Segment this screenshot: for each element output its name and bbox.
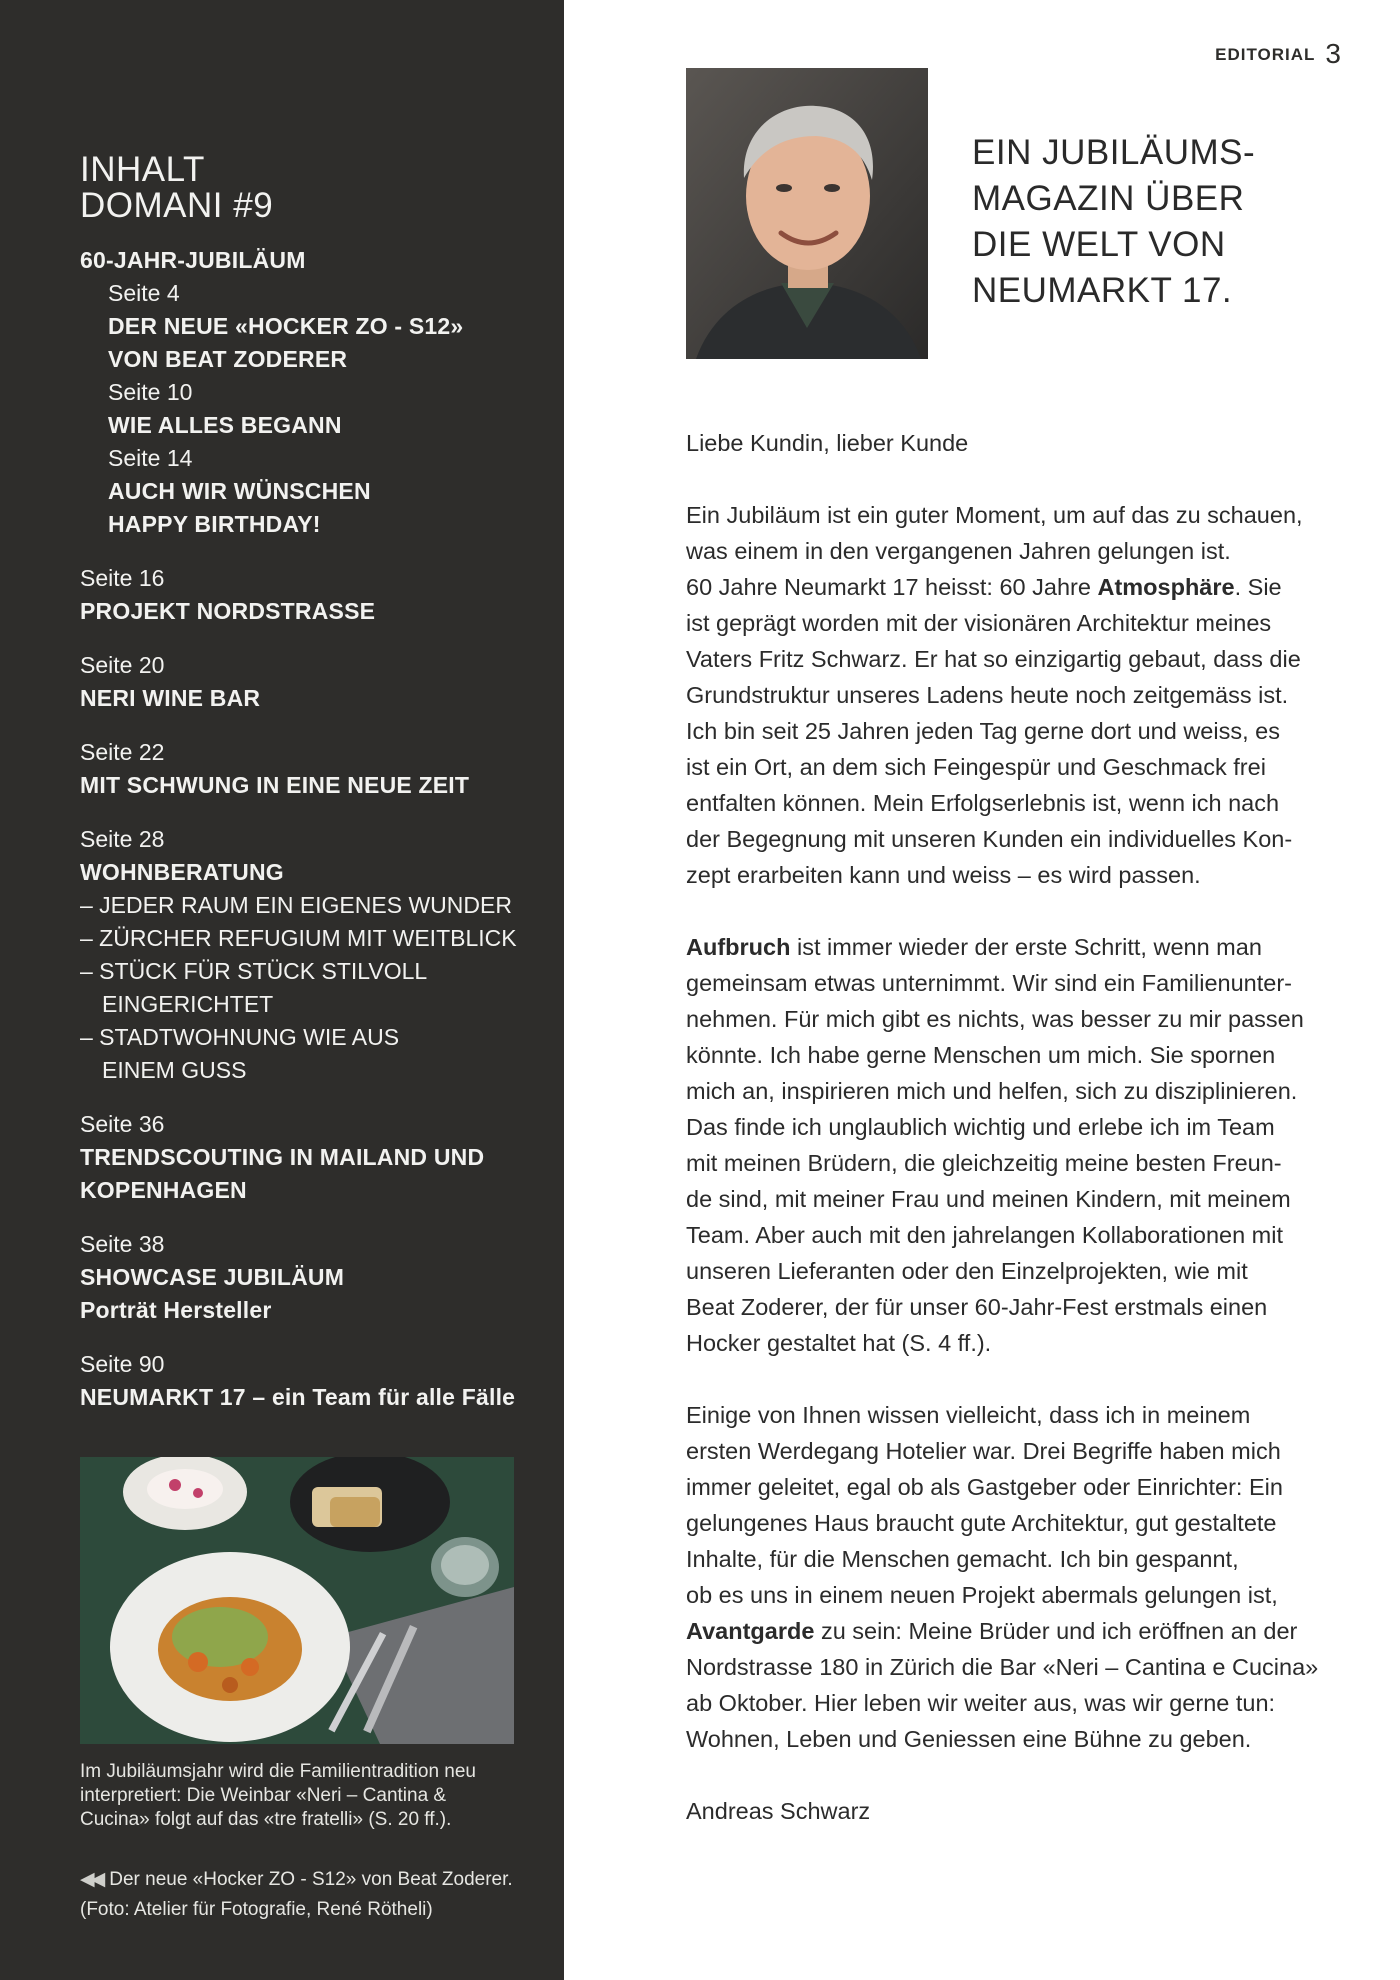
toc-page: Seite 10 xyxy=(108,379,193,405)
text-line: Beat Zoderer, der für unser 60-Jahr-Fest erstmals einen xyxy=(686,1294,1268,1320)
text-line: zept erarbeiten kann und weiss – es wird passen. xyxy=(686,862,1201,888)
letter-paragraph xyxy=(686,1397,1346,1757)
text-line: unseren Lieferanten oder den Einzelprojekten, wie mit xyxy=(686,1258,1248,1284)
toc-entry-title[interactable]: DER NEUE «HOCKER ZO - S12» xyxy=(108,313,464,339)
emphasis-atmosphaere: Atmosphäre xyxy=(1097,574,1235,600)
text-line: ob es uns in einem neuen Projekt abermals gelungen ist, xyxy=(686,1582,1278,1608)
table-of-contents-sidebar xyxy=(0,0,564,1980)
toc-subentry[interactable]: – STADTWOHNUNG WIE AUS xyxy=(80,1024,400,1050)
toc-page: Seite 20 xyxy=(80,652,165,678)
text-line: Ich bin seit 25 Jahren jeden Tag gerne dort und weiss, es xyxy=(686,718,1280,744)
text-line: der Begegnung mit unseren Kunden ein individuelles Kon- xyxy=(686,826,1293,852)
caption-line: interpretiert: Die Weinbar «Neri – Cantina & xyxy=(80,1785,447,1806)
editorial-letter xyxy=(686,425,1346,1829)
toc-heading xyxy=(80,152,273,224)
text-line: Das finde ich unglaublich wichtig und erlebe ich im Team xyxy=(686,1114,1275,1140)
text-line xyxy=(686,1613,1346,1649)
text-line: könnte. Ich habe gerne Menschen um mich. Sie spornen xyxy=(686,1042,1276,1068)
text-line: Einige von Ihnen wissen vielleicht, dass ich in meinem xyxy=(686,1402,1251,1428)
text-run: zu sein: Meine Brüder und ich eröffnen an der xyxy=(814,1618,1298,1644)
text-line: Team. Aber auch mit den jahrelangen Kollaborationen mit xyxy=(686,1222,1284,1248)
text-run: 60 Jahre Neumarkt 17 heisst: 60 Jahre xyxy=(686,574,1098,600)
letter-signature: Andreas Schwarz xyxy=(686,1798,871,1824)
text-line: was einem in den vergangenen Jahren gelungen ist. xyxy=(686,538,1231,564)
text-line: de sind, mit meiner Frau und meinen Kindern, mit meinem xyxy=(686,1186,1291,1212)
letter-paragraph xyxy=(686,929,1346,1361)
food-photo-illustration xyxy=(80,1457,514,1744)
section-name: EDITORIAL xyxy=(1215,45,1316,64)
page-number: 3 xyxy=(1325,38,1342,69)
toc-entry-title[interactable]: WOHNBERATUNG xyxy=(80,859,284,885)
credit-line: (Foto: Atelier für Fotografie, René Rötheli) xyxy=(80,1899,433,1920)
text-run: . Sie xyxy=(1234,574,1282,600)
text-line: gemeinsam etwas unternimmt. Wir sind ein Familienunter- xyxy=(686,970,1292,996)
text-line: Hocker gestaltet hat (S. 4 ff.). xyxy=(686,1330,992,1356)
text-line: Vaters Fritz Schwarz. Er hat so einzigartig gebaut, dass die xyxy=(686,646,1301,672)
toc-page: Seite 38 xyxy=(80,1231,165,1257)
text-line: mit meinen Brüdern, die gleichzeitig meine besten Freun- xyxy=(686,1150,1282,1176)
text-line: ersten Werdegang Hotelier war. Drei Begriffe haben mich xyxy=(686,1438,1281,1464)
letter-greeting: Liebe Kundin, lieber Kunde xyxy=(686,430,969,456)
portrait-illustration xyxy=(686,68,928,359)
toc-entry-title[interactable]: HAPPY BIRTHDAY! xyxy=(108,511,321,537)
toc-entry-title[interactable]: TRENDSCOUTING IN MAILAND UND xyxy=(80,1144,485,1170)
section-label xyxy=(1215,38,1342,70)
toc-entry-title[interactable]: KOPENHAGEN xyxy=(80,1177,247,1203)
text-run: ist immer wieder der erste Schritt, wenn man xyxy=(790,934,1262,960)
toc-entry-title[interactable]: AUCH WIR WÜNSCHEN xyxy=(108,478,371,504)
toc-entry-title[interactable]: NERI WINE BAR xyxy=(80,685,261,711)
toc-subentry[interactable]: – JEDER RAUM EIN EIGENES WUNDER xyxy=(80,892,512,918)
text-line: ab Oktober. Hier leben wir weiter aus, was wir gerne tun: xyxy=(686,1690,1276,1716)
toc-subentry[interactable]: – STÜCK FÜR STÜCK STILVOLL xyxy=(80,958,428,984)
toc-subentry[interactable]: – ZÜRCHER REFUGIUM MIT WEITBLICK xyxy=(80,925,517,951)
text-line: Wohnen, Leben und Geniessen eine Bühne zu geben. xyxy=(686,1726,1252,1752)
toc-subentry[interactable]: EINGERICHTET xyxy=(102,991,274,1017)
emphasis-aufbruch: Aufbruch xyxy=(686,934,791,960)
toc-entry-title[interactable]: MIT SCHWUNG IN EINE NEUE ZEIT xyxy=(80,772,470,798)
author-portrait xyxy=(686,68,928,359)
headline-line: DIE WELT VON xyxy=(972,225,1226,264)
text-line xyxy=(686,929,1346,965)
editorial-headline xyxy=(972,130,1302,314)
toc-page: Seite 14 xyxy=(108,445,193,471)
toc-page: Seite 16 xyxy=(80,565,165,591)
toc-entry-title[interactable]: PROJEKT NORDSTRASSE xyxy=(80,598,376,624)
toc-section-title[interactable]: 60-JAHR-JUBILÄUM xyxy=(80,247,306,273)
cover-credit xyxy=(80,1865,550,1925)
text-line: Ein Jubiläum ist ein guter Moment, um auf das zu schauen, xyxy=(686,502,1303,528)
toc-page: Seite 4 xyxy=(108,280,180,306)
toc-page: Seite 28 xyxy=(80,826,165,852)
caption-line: Cucina» folgt auf das «tre fratelli» (S. 20 ff.). xyxy=(80,1809,452,1830)
toc-subentry[interactable]: EINEM GUSS xyxy=(102,1057,247,1083)
toc-page: Seite 22 xyxy=(80,739,165,765)
toc-entry-title[interactable]: SHOWCASE JUBILÄUM xyxy=(80,1264,345,1290)
headline-line: MAGAZIN ÜBER xyxy=(972,179,1245,218)
toc-heading-line: INHALT xyxy=(80,150,205,189)
text-line: nehmen. Für mich gibt es nichts, was besser zu mir passen xyxy=(686,1006,1304,1032)
text-line: ist ein Ort, an dem sich Feingespür und Geschmack frei xyxy=(686,754,1266,780)
toc-entry-title[interactable]: NEUMARKT 17 – ein Team für alle Fälle xyxy=(80,1384,516,1410)
text-line: Inhalte, für die Menschen gemacht. Ich bin gespannt, xyxy=(686,1546,1239,1572)
text-line: gelungenes Haus braucht gute Architektur, gut gestaltete xyxy=(686,1510,1277,1536)
toc-entry-title[interactable]: VON BEAT ZODERER xyxy=(108,346,348,372)
text-line: ist geprägt worden mit der visionären Architektur meines xyxy=(686,610,1272,636)
toc-entry-title[interactable]: WIE ALLES BEGANN xyxy=(108,412,342,438)
text-line: immer geleitet, egal ob als Gastgeber oder Einrichter: Ein xyxy=(686,1474,1283,1500)
food-photo xyxy=(80,1457,514,1744)
headline-line: NEUMARKT 17. xyxy=(972,271,1233,310)
toc-heading-line: DOMANI #9 xyxy=(80,186,274,225)
credit-line: Der neue «Hocker ZO - S12» von Beat Zoderer. xyxy=(109,1869,513,1890)
headline-line: EIN JUBILÄUMS- xyxy=(972,133,1256,172)
text-line: mich an, inspirieren mich und helfen, sich zu disziplinieren. xyxy=(686,1078,1298,1104)
back-arrows-icon: ◀◀ xyxy=(80,1869,102,1890)
toc-list xyxy=(80,244,550,1414)
text-line: entfalten können. Mein Erfolgserlebnis ist, wenn ich nach xyxy=(686,790,1280,816)
toc-entry-subtitle[interactable]: Porträt Hersteller xyxy=(80,1297,272,1323)
caption-line: Im Jubiläumsjahr wird die Familientradition neu xyxy=(80,1761,477,1782)
emphasis-avantgarde: Avantgarde xyxy=(686,1618,815,1644)
text-line: Grundstruktur unseres Ladens heute noch zeitgemäss ist. xyxy=(686,682,1289,708)
text-line: Nordstrasse 180 in Zürich die Bar «Neri – Cantina e Cucina» xyxy=(686,1654,1319,1680)
letter-paragraph xyxy=(686,497,1346,893)
toc-page: Seite 36 xyxy=(80,1111,165,1137)
text-line xyxy=(686,569,1346,605)
photo-caption xyxy=(80,1760,530,1832)
toc-page: Seite 90 xyxy=(80,1351,165,1377)
